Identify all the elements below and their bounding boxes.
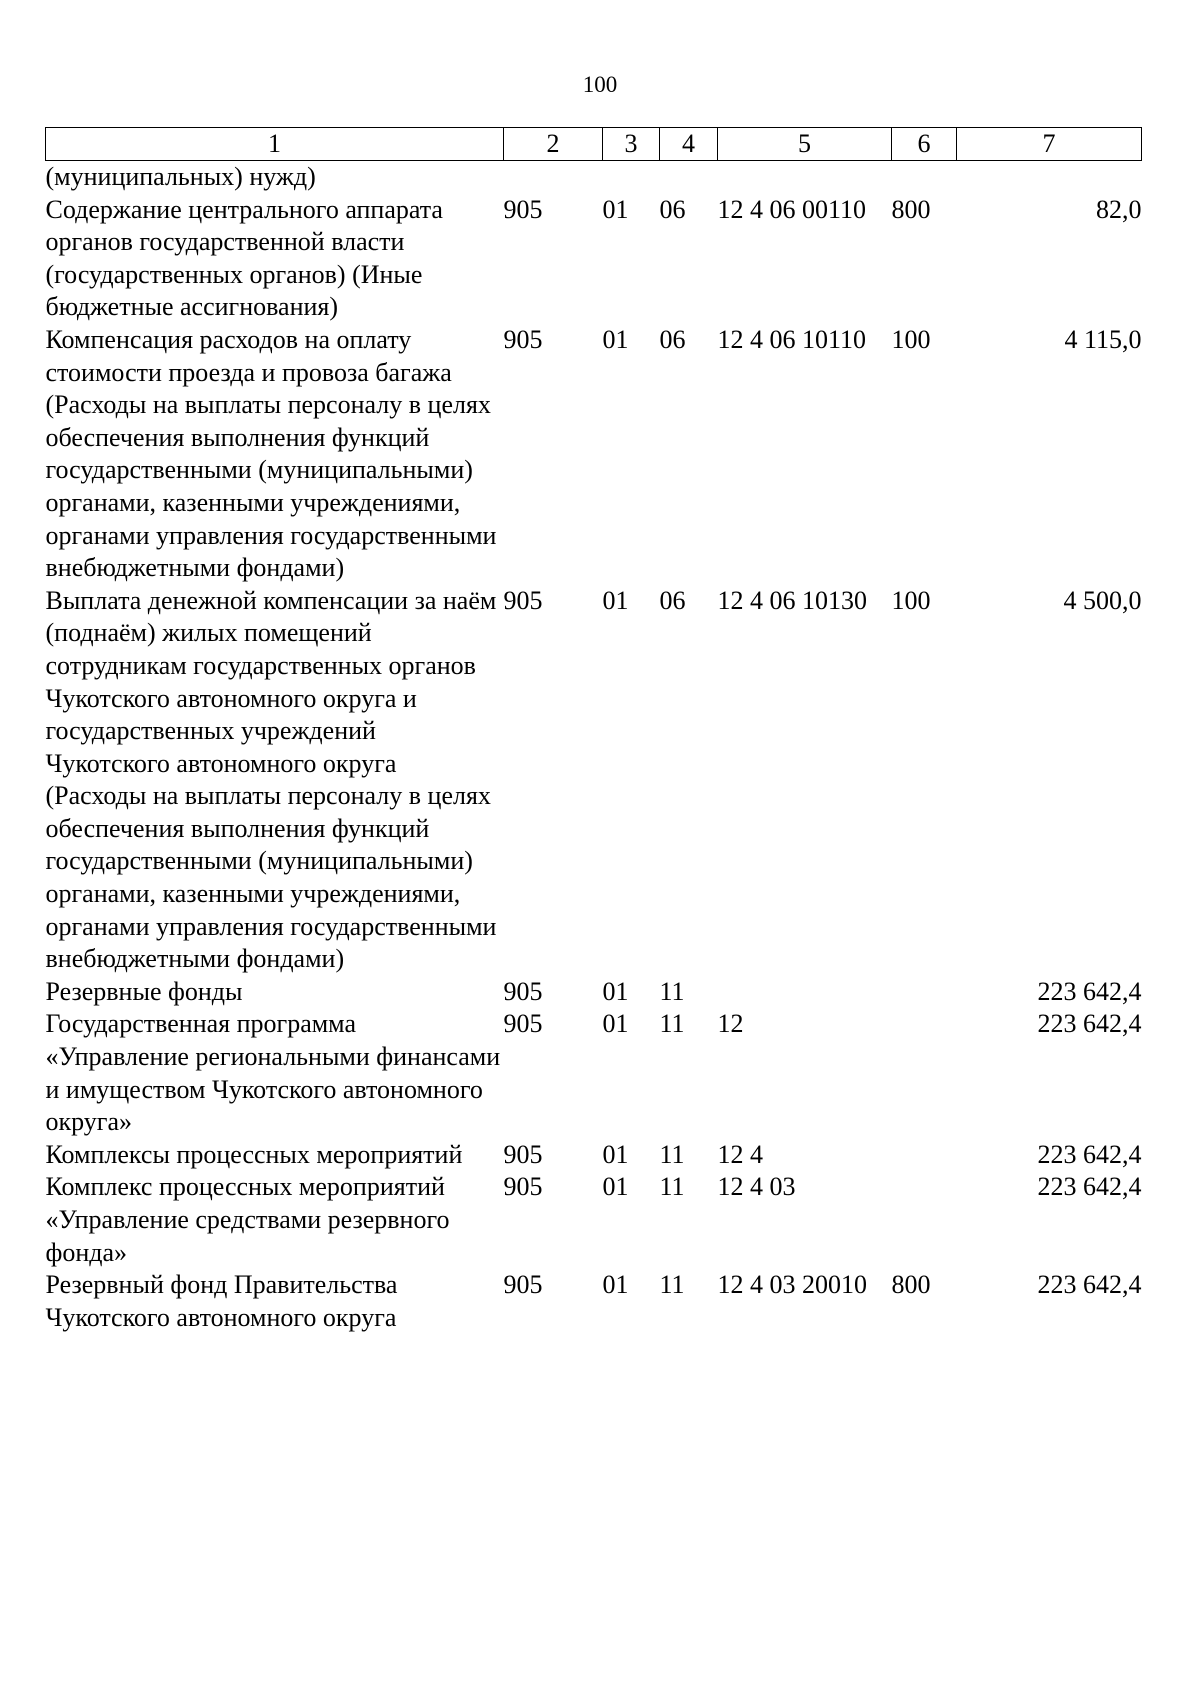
column-header: 2	[504, 128, 603, 161]
table-row	[46, 1139, 1142, 1172]
column-header: 7	[957, 128, 1142, 161]
ministry-code: 905	[503, 1270, 543, 1300]
subsection-code	[660, 161, 718, 194]
expense-name: Государственная программа «Управление региональными финансами и имуществом Чукотского автономного округа»	[45, 1009, 501, 1137]
expense-type-code: 800	[891, 1270, 931, 1300]
column-header: 6	[892, 128, 957, 161]
ministry-code: 905	[503, 585, 543, 615]
subsection-code: 11	[659, 976, 685, 1006]
expense-name: Комплексы процессных мероприятий	[45, 1139, 463, 1169]
amount: 223 642,4	[1037, 1270, 1142, 1300]
column-header: 1	[46, 128, 504, 161]
ministry-code: 905	[503, 976, 543, 1006]
section-code: 01	[602, 1270, 629, 1300]
table-row	[46, 585, 1142, 976]
budget-table	[45, 127, 1142, 1334]
ministry-code: 905	[503, 1139, 543, 1169]
amount	[957, 161, 1142, 194]
ministry-code: 905	[503, 1172, 543, 1202]
expense-name: (муниципальных) нужд)	[45, 162, 316, 191]
section-code: 01	[602, 585, 629, 615]
table-row	[46, 1008, 1142, 1138]
amount: 82,0	[1096, 194, 1142, 224]
section-code: 01	[602, 194, 629, 224]
expense-type-code: 100	[891, 324, 931, 354]
table-row	[46, 976, 1142, 1009]
column-header: 3	[603, 128, 660, 161]
amount: 4 500,0	[1063, 585, 1142, 615]
target-item-code	[718, 161, 892, 194]
column-number-header-row	[46, 128, 1142, 161]
expense-type-code	[892, 1008, 957, 1138]
target-item-code: 12 4 06 10130	[717, 585, 867, 615]
amount: 223 642,4	[1037, 1139, 1142, 1169]
target-item-code: 12 4 03	[717, 1172, 796, 1202]
page-number: 100	[582, 72, 618, 97]
column-header: 5	[718, 128, 892, 161]
amount: 223 642,4	[1037, 976, 1142, 1006]
target-item-code: 12 4 06 00110	[717, 194, 867, 224]
expense-name: Резервные фонды	[45, 976, 243, 1006]
subsection-code: 11	[659, 1270, 685, 1300]
section-code: 01	[602, 1139, 629, 1169]
section-code: 01	[602, 1172, 629, 1202]
expense-type-code	[892, 976, 957, 1009]
ministry-code	[504, 161, 603, 194]
subsection-code: 11	[659, 1139, 685, 1169]
section-code: 01	[602, 976, 629, 1006]
table-row	[46, 161, 1142, 194]
ministry-code: 905	[503, 1009, 543, 1039]
subsection-code: 06	[659, 194, 686, 224]
expense-name: Выплата денежной компенсации за наём (поднаём) жилых помещений сотрудникам государственных органов Чукотского автономного округа и государственных учреждений Чукотского автономного округа (Расходы на выплаты персоналу в целях обеспечения выполнения функций государственными (муниципальными) органами, казенными учреждениями, органами управления государственными внебюджетными фондами)	[45, 585, 497, 974]
ministry-code: 905	[503, 194, 543, 224]
target-item-code: 12 4 06 10110	[717, 324, 867, 354]
target-item-code: 12 4	[717, 1139, 763, 1169]
expense-name: Резервный фонд Правительства Чукотского автономного округа	[45, 1270, 398, 1332]
amount: 223 642,4	[1037, 1009, 1142, 1039]
target-item-code: 12 4 03 20010	[717, 1270, 867, 1300]
table-row	[46, 1171, 1142, 1269]
subsection-code: 11	[659, 1009, 685, 1039]
expense-type-code	[892, 1171, 957, 1269]
target-item-code	[718, 976, 892, 1009]
expense-type-code: 800	[891, 194, 931, 224]
target-item-code: 12	[717, 1009, 744, 1039]
expense-name: Комплекс процессных мероприятий «Управление средствами резервного фонда»	[45, 1172, 450, 1267]
expense-type-code	[892, 1139, 957, 1172]
section-code	[603, 161, 660, 194]
amount: 4 115,0	[1064, 324, 1142, 354]
expense-name: Компенсация расходов на оплату стоимости проезда и провоза багажа (Расходы на выплаты персоналу в целях обеспечения выполнения функций государственными (муниципальными) органами, казенными учреждениями, органами управления государственными внебюджетными фондами)	[45, 324, 497, 583]
section-code: 01	[602, 1009, 629, 1039]
table-row	[46, 324, 1142, 585]
table-row	[46, 1269, 1142, 1334]
subsection-code: 06	[659, 585, 686, 615]
section-code: 01	[602, 324, 629, 354]
column-header: 4	[660, 128, 718, 161]
expense-type-code	[892, 161, 957, 194]
subsection-code: 11	[659, 1172, 685, 1202]
table-row	[46, 194, 1142, 324]
expense-name: Содержание центрального аппарата органов государственной власти (государственных органов) (Иные бюджетные ассигнования)	[45, 194, 443, 322]
ministry-code: 905	[503, 324, 543, 354]
amount: 223 642,4	[1037, 1172, 1142, 1202]
expense-type-code: 100	[891, 585, 931, 615]
subsection-code: 06	[659, 324, 686, 354]
